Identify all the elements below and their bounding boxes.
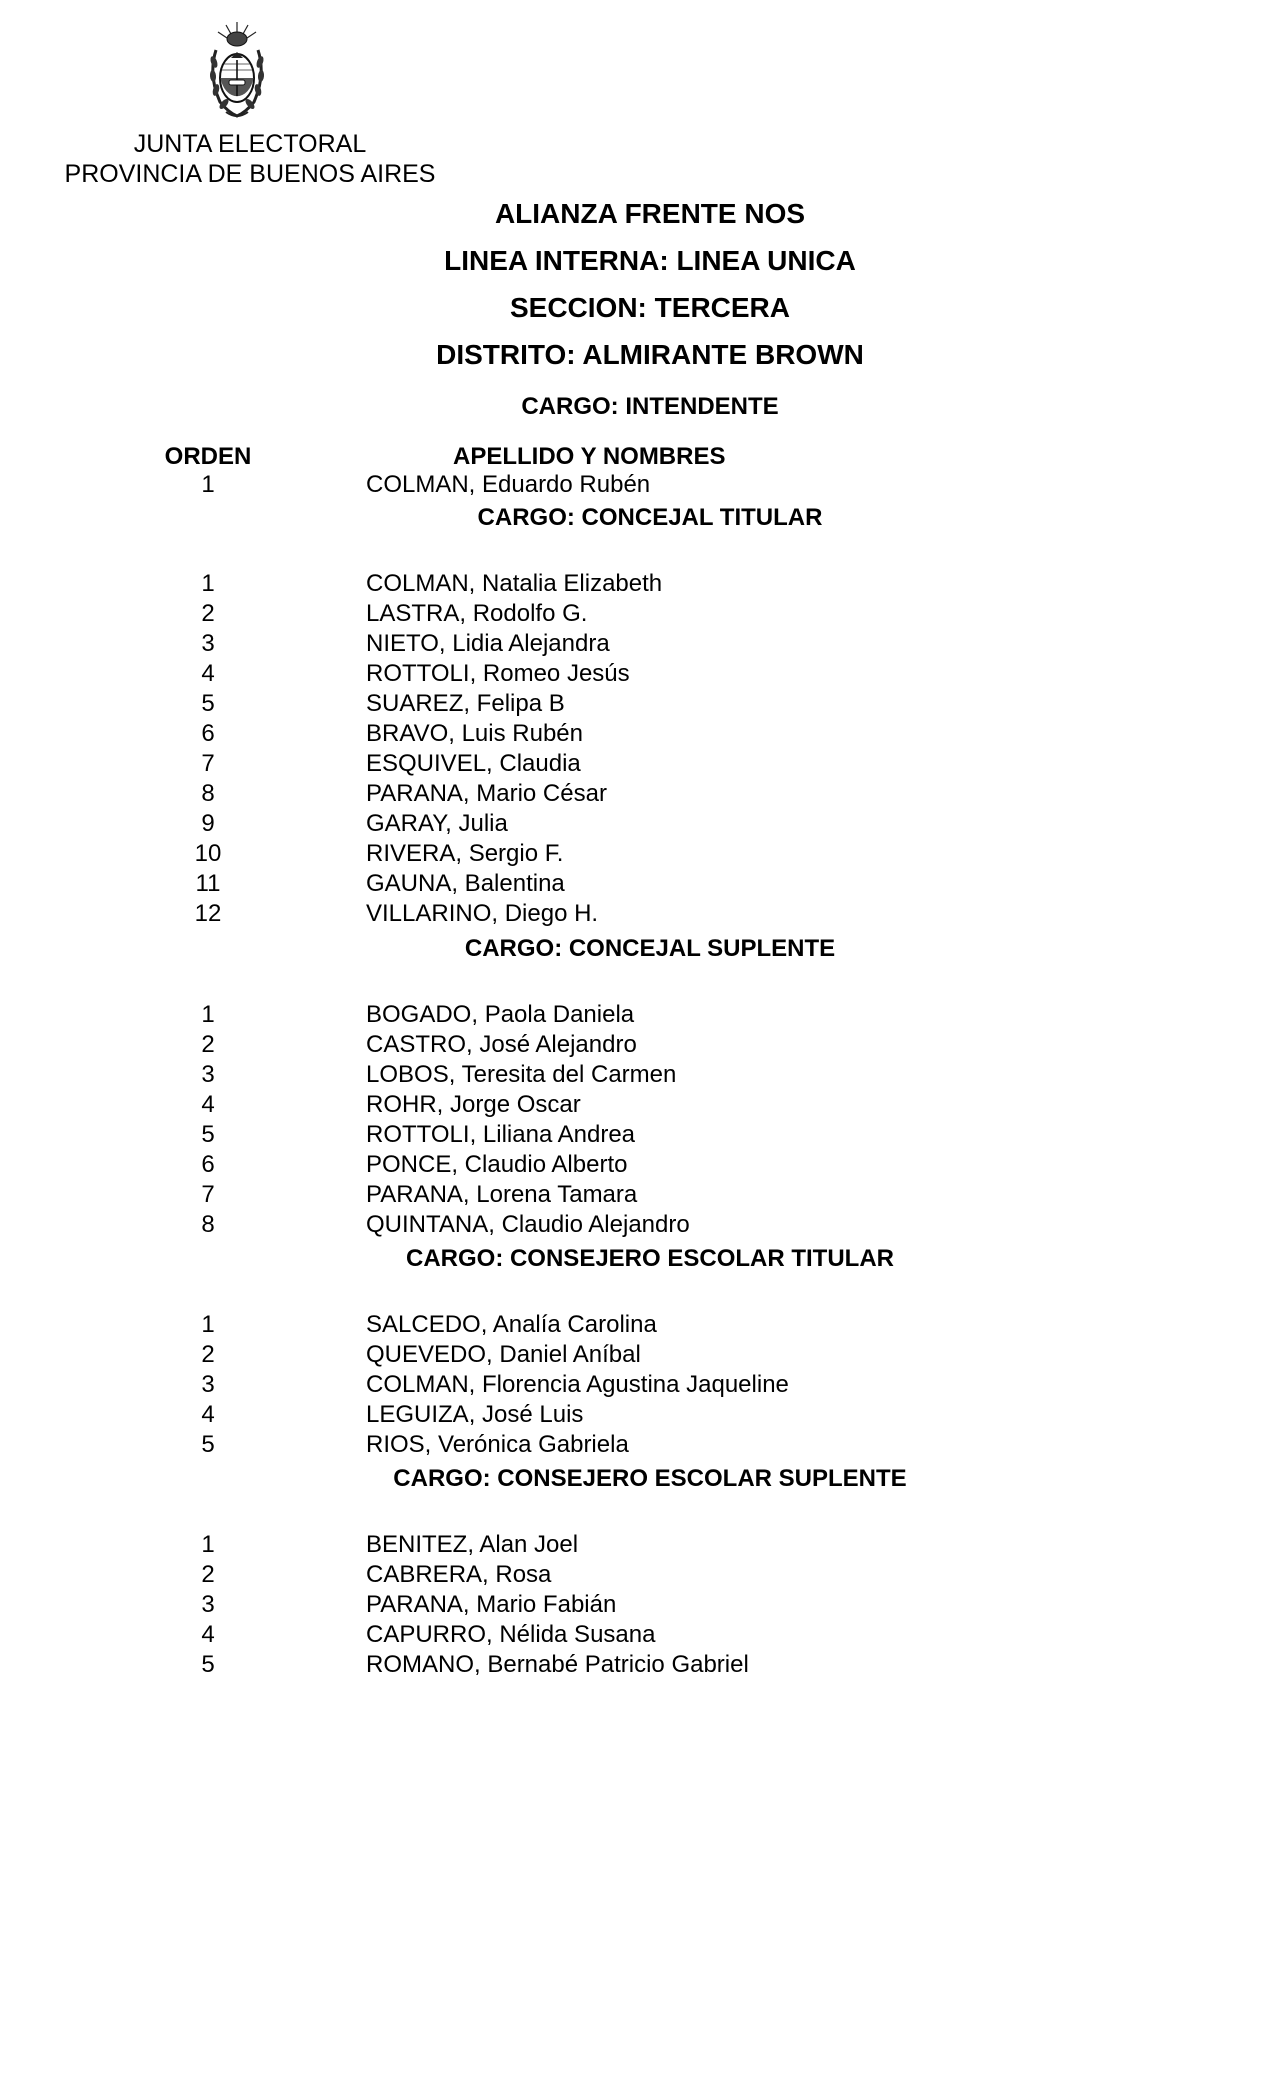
table-row [0,1560,1275,1590]
row-name: LEGUIZA, José Luis [366,1401,584,1428]
row-number: 8 [201,780,215,807]
table-row [0,809,1275,839]
row-number: 10 [194,840,222,867]
row-number: 12 [194,900,222,927]
table-row [0,1650,1275,1680]
table-row [0,629,1275,659]
row-name: GARAY, Julia [366,810,508,837]
row-number: 3 [201,1591,215,1618]
row-name: ESQUIVEL, Claudia [366,750,581,777]
row-number: 6 [201,720,215,747]
row-number: 1 [201,1531,215,1558]
row-number: 1 [201,1311,215,1338]
section-title: CARGO: CONCEJAL TITULAR [477,504,823,531]
row-name: RIVERA, Sergio F. [366,840,564,867]
table-row [0,749,1275,779]
row-number: 5 [201,1431,215,1458]
row-number: 2 [201,1031,215,1058]
column-header-nombres: APELLIDO Y NOMBRES [453,443,726,470]
table-row [0,869,1275,899]
alianza-title: ALIANZA FRENTE NOS [494,198,806,229]
row-name: ROTTOLI, Liliana Andrea [366,1121,636,1148]
row-name: COLMAN, Eduardo Rubén [366,471,651,498]
section-title: CARGO: CONSEJERO ESCOLAR SUPLENTE [393,1465,907,1492]
coat-of-arms-icon [206,20,268,122]
table-row [0,569,1275,599]
row-name: PARANA, Lorena Tamara [366,1181,638,1208]
row-number: 2 [201,600,215,627]
table-row [0,1120,1275,1150]
row-number: 4 [201,1401,215,1428]
table-row [0,1210,1275,1240]
row-name: VILLARINO, Diego H. [366,900,599,927]
column-header-orden: ORDEN [164,443,252,470]
table-row [0,1620,1275,1650]
row-name: CABRERA, Rosa [366,1561,552,1588]
row-name: COLMAN, Florencia Agustina Jaqueline [366,1371,789,1398]
row-number: 11 [195,870,221,897]
row-name: QUEVEDO, Daniel Aníbal [366,1341,641,1368]
row-name: PARANA, Mario Fabián [366,1591,617,1618]
table-row [0,779,1275,809]
section-title: CARGO: CONCEJAL SUPLENTE [464,935,836,962]
table-row [0,1530,1275,1560]
table-row [0,1310,1275,1340]
table-row [0,1000,1275,1030]
row-name: SALCEDO, Analía Carolina [366,1311,657,1338]
row-number: 3 [201,630,215,657]
table-row [0,1180,1275,1210]
row-name: BOGADO, Paola Daniela [366,1001,635,1028]
cargo-intendente-title: CARGO: INTENDENTE [521,393,779,420]
table-row [0,599,1275,629]
table-row [0,1400,1275,1430]
row-name: QUINTANA, Claudio Alejandro [366,1211,690,1238]
row-name: COLMAN, Natalia Elizabeth [366,570,663,597]
row-number: 9 [201,810,215,837]
row-name: ROHR, Jorge Oscar [366,1091,581,1118]
table-row [0,689,1275,719]
table-row [0,1430,1275,1460]
row-number: 1 [201,1001,215,1028]
row-name: GAUNA, Balentina [366,870,565,897]
table-row [0,1030,1275,1060]
row-number: 4 [201,660,215,687]
table-row [0,1590,1275,1620]
table-row [0,839,1275,869]
row-number: 6 [201,1151,215,1178]
row-name: SUAREZ, Felipa B [366,690,565,717]
row-number: 5 [201,1121,215,1148]
row-name: ROMANO, Bernabé Patricio Gabriel [366,1651,749,1678]
row-number: 4 [201,1621,215,1648]
table-row [0,470,1275,500]
row-number: 2 [201,1341,215,1368]
table-row [0,1150,1275,1180]
linea-title: LINEA INTERNA: LINEA UNICA [444,245,856,276]
row-number: 5 [201,690,215,717]
row-name: PONCE, Claudio Alberto [366,1151,628,1178]
row-number: 8 [201,1211,215,1238]
table-row [0,719,1275,749]
row-number: 5 [201,1651,215,1678]
row-number: 3 [201,1371,215,1398]
table-row [0,1060,1275,1090]
row-number: 3 [201,1061,215,1088]
row-number: 1 [201,471,215,498]
table-row [0,1370,1275,1400]
row-name: NIETO, Lidia Alejandra [366,630,610,657]
table-row [0,899,1275,929]
distrito-title: DISTRITO: ALMIRANTE BROWN [436,339,864,370]
row-number: 4 [201,1091,215,1118]
intendente-list [0,470,1275,500]
row-number: 7 [201,750,215,777]
row-number: 2 [201,1561,215,1588]
row-name: PARANA, Mario César [366,780,607,807]
table-row [0,1090,1275,1120]
row-name: CASTRO, José Alejandro [366,1031,637,1058]
org-name-line-1: JUNTA ELECTORAL [133,130,367,158]
row-number: 7 [201,1181,215,1208]
org-name-line-2: PROVINCIA DE BUENOS AIRES [64,160,436,188]
seccion-title: SECCION: TERCERA [509,292,790,323]
row-name: LASTRA, Rodolfo G. [366,600,588,627]
row-name: LOBOS, Teresita del Carmen [366,1061,677,1088]
row-name: BENITEZ, Alan Joel [366,1531,579,1558]
row-name: ROTTOLI, Romeo Jesús [366,660,630,687]
row-name: RIOS, Verónica Gabriela [366,1431,629,1458]
row-name: CAPURRO, Nélida Susana [366,1621,656,1648]
table-row [0,659,1275,689]
row-name: BRAVO, Luis Rubén [366,720,583,747]
section-title: CARGO: CONSEJERO ESCOLAR TITULAR [405,1245,894,1272]
table-row [0,1340,1275,1370]
row-number: 1 [201,570,215,597]
